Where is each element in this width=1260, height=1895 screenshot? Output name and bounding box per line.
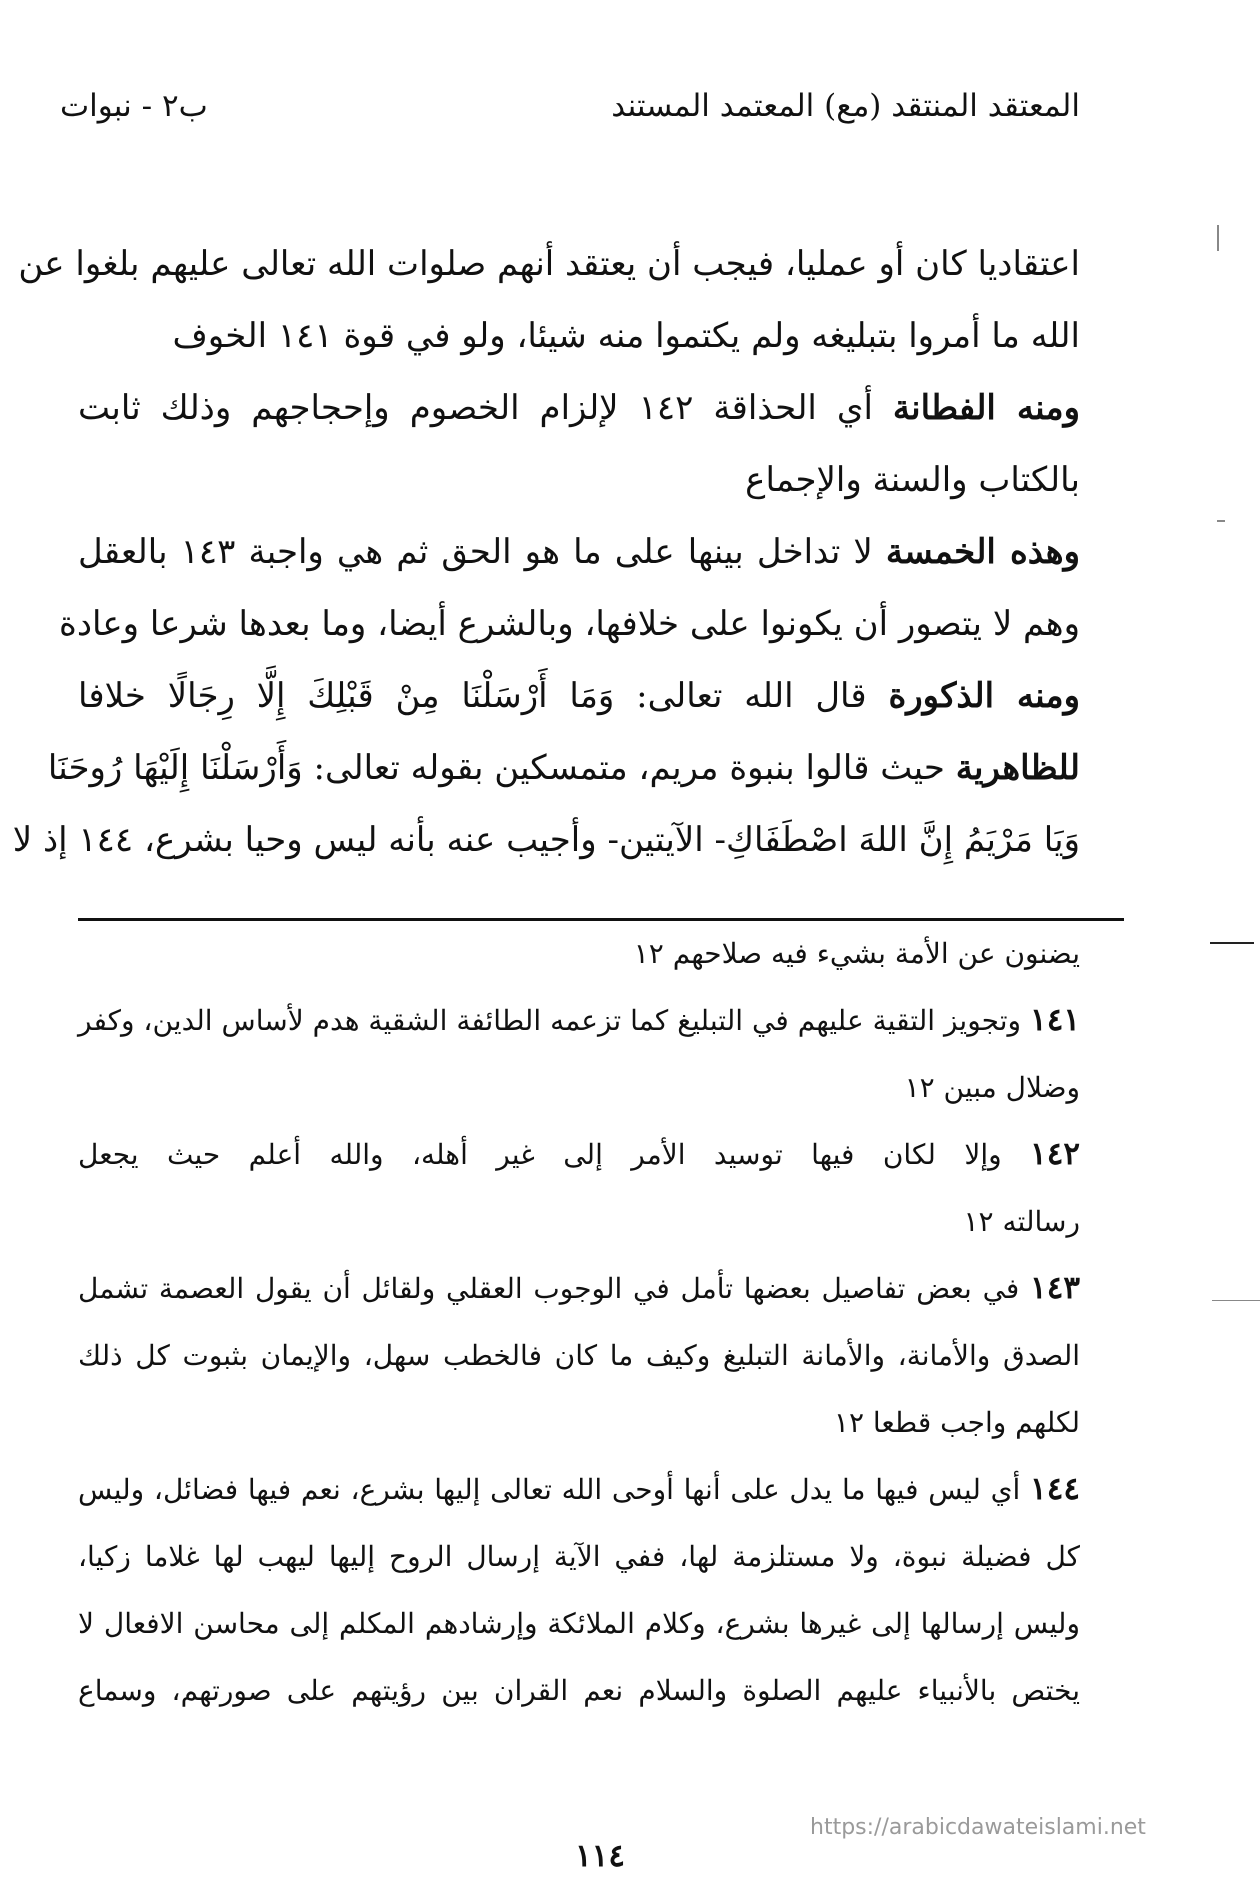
- footnote-line: ١٤١ وتجويز التقية عليهم في التبليغ كما تزعمه الطائفة الشقية هدم لأساس الدين، وكفر: [78, 1002, 1080, 1038]
- scan-mark: [1217, 225, 1219, 251]
- footnote-line: لكلهم واجب قطعا ١٢: [833, 1406, 1080, 1439]
- scan-mark: [1212, 1300, 1260, 1301]
- watermark-url: https://arabicdawateislami.net: [810, 1815, 1146, 1840]
- main-text: [12, 228, 1081, 876]
- footnote-line: وضلال مبين ١٢: [904, 1071, 1080, 1104]
- text-line: وَيَا مَرْيَمُ إِنَّ اللهَ اصْطَفَاكِ- الآيتين- وأجيب عنه بأنه ليس وحيا بشرع، ١٤٤ إذ لا: [12, 820, 1080, 860]
- footnote-number: ١٤٤: [1030, 1471, 1080, 1507]
- heading-term: ومنه الذكورة: [888, 676, 1080, 716]
- text-line: ومنه الفطانة أي الحذاقة ١٤٢ لإلزام الخصوم وإحجاجهم وذلك ثابت: [78, 388, 1081, 428]
- scan-mark: [1210, 942, 1254, 944]
- footnote-line: ١٤٢ وإلا لكان فيها توسيد الأمر إلى غير أهله، والله أعلم حيث يجعل: [78, 1136, 1080, 1172]
- page-number: ١١٤: [575, 1838, 625, 1874]
- footnote-line: يختص بالأنبياء عليهم الصلوة والسلام نعم القران بين رؤيتهم على صورتهم، وسماع: [78, 1674, 1080, 1707]
- text-line: للظاهرية حيث قالوا بنبوة مريم، متمسكين بقوله تعالى: وَأَرْسَلْنَا إِلَيْهَا رُوحَنَا: [47, 748, 1080, 788]
- footnote-number: ١٤٣: [1030, 1270, 1080, 1306]
- footnote-line: كل فضيلة نبوة، ولا مستلزمة لها، ففي الآية إرسال الروح إليها ليهب لها غلاما زكيا،: [78, 1540, 1080, 1573]
- footnote-line: وليس إرسالها إلى غيرها بشرع، وكلام الملائكة وإرشادهم المكلم إلى محاسن الافعال لا: [78, 1607, 1080, 1640]
- heading-term: وهذه الخمسة: [885, 532, 1080, 572]
- text-line: وهذه الخمسة لا تداخل بينها على ما هو الحق ثم هي واجبة ١٤٣ بالعقل: [78, 532, 1080, 572]
- page-header: [60, 88, 1080, 138]
- footnote-line: يضنون عن الأمة بشيء فيه صلاحهم ١٢: [633, 937, 1080, 970]
- text-line: بالكتاب والسنة والإجماع: [745, 460, 1080, 500]
- heading-term: للظاهرية: [955, 748, 1080, 788]
- footnote-line: ١٤٣ في بعض تفاصيل بعضها تأمل في الوجوب العقلي ولقائل أن يقول العصمة تشمل: [78, 1270, 1080, 1306]
- scan-mark: [1217, 520, 1225, 522]
- book-title: المعتقد المنتقد (مع) المعتمد المستند: [611, 88, 1080, 124]
- text-line: الله ما أمروا بتبليغه ولم يكتموا منه شيئا، ولو في قوة ١٤١ الخوف: [172, 316, 1080, 356]
- footnote-line: الصدق والأمانة، والأمانة التبليغ وكيف ما كان فالخطب سهل، والإيمان بثبوت كل ذلك: [78, 1339, 1080, 1372]
- footnote-line: ١٤٤ أي ليس فيها ما يدل على أنها أوحى الله تعالى إليها بشرع، نعم فيها فضائل، وليس: [78, 1471, 1080, 1507]
- footnote-line: رسالته ١٢: [963, 1205, 1080, 1238]
- text-line: اعتقاديا كان أو عمليا، فيجب أن يعتقد أنهم صلوات الله تعالى عليهم بلغوا عن: [18, 244, 1080, 284]
- footnotes: [78, 920, 1080, 1724]
- text-line: وهم لا يتصور أن يكونوا على خلافها، وبالشرع أيضا، وما بعدها شرعا وعادة: [59, 604, 1080, 644]
- footnote-number: ١٤١: [1030, 1002, 1080, 1038]
- heading-term: ومنه الفطانة: [892, 388, 1081, 428]
- footnote-number: ١٤٢: [1030, 1136, 1080, 1172]
- section-label: ب٢ - نبوات: [60, 88, 208, 124]
- text-line: ومنه الذكورة قال الله تعالى: وَمَا أَرْسَلْنَا مِنْ قَبْلِكَ إِلَّا رِجَالًا خلافا: [78, 676, 1080, 716]
